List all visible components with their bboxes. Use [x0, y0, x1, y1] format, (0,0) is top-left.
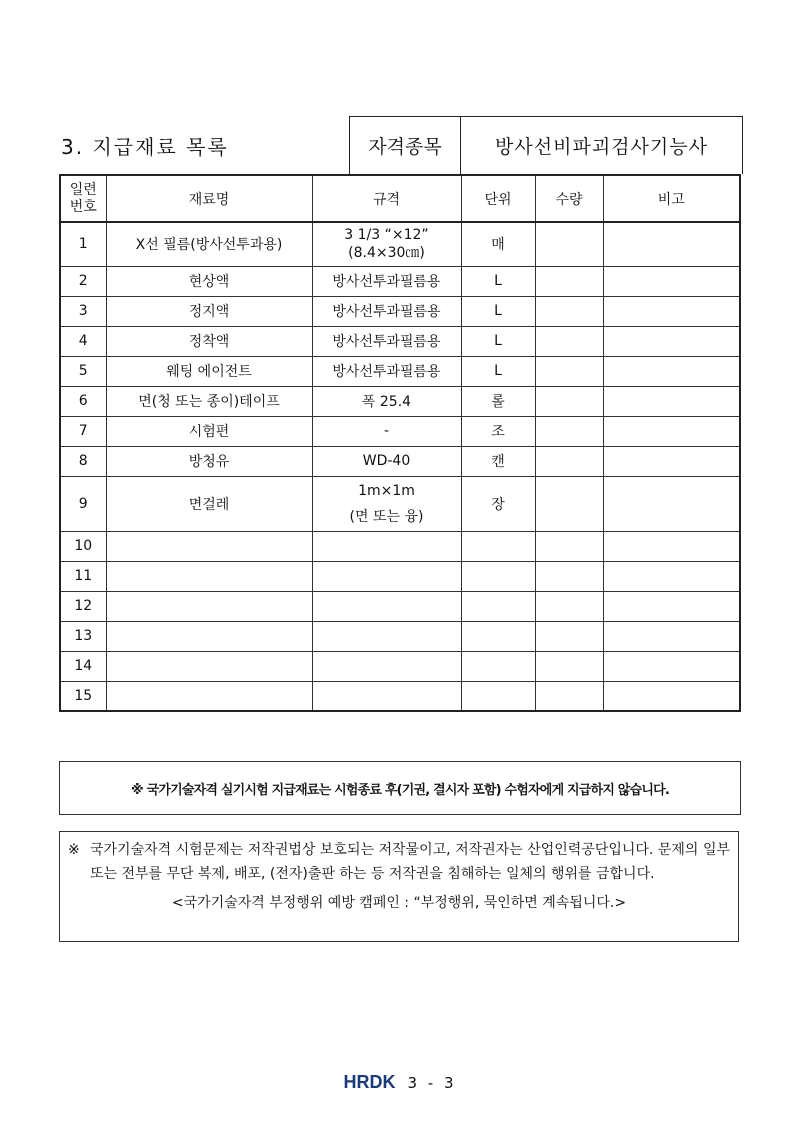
row-number: 2	[60, 266, 106, 296]
col-header-name: 재료명	[106, 175, 312, 222]
row-number: 11	[60, 561, 106, 591]
material-qty	[535, 222, 603, 266]
spec-line-2: (8.4×30㎝)	[348, 245, 425, 262]
qualification-label: 자격종목	[350, 117, 461, 174]
material-unit: 조	[461, 416, 535, 446]
material-name: 면걸레	[106, 476, 312, 531]
table-row	[60, 531, 740, 561]
material-spec: 방사선투과필름용	[312, 326, 461, 356]
material-unit	[461, 561, 535, 591]
table-row	[60, 476, 740, 531]
material-note	[603, 446, 740, 476]
material-unit: 롤	[461, 386, 535, 416]
material-unit	[461, 621, 535, 651]
material-note	[603, 356, 740, 386]
copyright-text: 국가기술자격 시험문제는 저작권법상 보호되는 저작물이고, 저작권자는 산업인력공단입니다. 문제의 일부 또는 전부를 무단 복제, 배포, (전자)출판 하는 등 저작권을 침해하는 일체의 행위를 금합니다.	[90, 842, 730, 882]
spec-line-2: (면 또는 융)	[349, 508, 424, 525]
material-name: X선 필름(방사선투과용)	[106, 222, 312, 266]
material-unit: L	[461, 296, 535, 326]
material-unit: L	[461, 356, 535, 386]
material-name: 정지액	[106, 296, 312, 326]
material-note	[603, 222, 740, 266]
material-spec: 방사선투과필름용	[312, 296, 461, 326]
col-header-unit: 단위	[461, 175, 535, 222]
row-number: 5	[60, 356, 106, 386]
material-qty	[535, 621, 603, 651]
col-header-note: 비고	[603, 175, 740, 222]
materials-table	[59, 174, 741, 712]
material-spec: 방사선투과필름용	[312, 356, 461, 386]
row-number: 8	[60, 446, 106, 476]
table-row	[60, 222, 740, 266]
material-spec	[312, 681, 461, 711]
material-note	[603, 386, 740, 416]
row-number: 6	[60, 386, 106, 416]
table-row	[60, 591, 740, 621]
table-row	[60, 386, 740, 416]
material-unit	[461, 591, 535, 621]
material-spec	[312, 621, 461, 651]
material-name	[106, 531, 312, 561]
reference-mark: ※	[68, 842, 80, 858]
material-spec	[312, 561, 461, 591]
table-row	[60, 326, 740, 356]
material-unit: L	[461, 326, 535, 356]
table-row	[60, 651, 740, 681]
row-number: 7	[60, 416, 106, 446]
material-name: 면(청 또는 종이)테이프	[106, 386, 312, 416]
row-number: 13	[60, 621, 106, 651]
col-header-spec: 규격	[312, 175, 461, 222]
material-unit: 캔	[461, 446, 535, 476]
material-qty	[535, 356, 603, 386]
row-number: 4	[60, 326, 106, 356]
material-spec	[312, 591, 461, 621]
material-note	[603, 416, 740, 446]
table-row	[60, 266, 740, 296]
material-unit: 매	[461, 222, 535, 266]
row-number: 14	[60, 651, 106, 681]
material-unit	[461, 681, 535, 711]
material-unit: L	[461, 266, 535, 296]
row-number: 3	[60, 296, 106, 326]
material-unit	[461, 531, 535, 561]
material-name	[106, 621, 312, 651]
campaign-text: <국가기술자격 부정행위 예방 캠페인 : “부정행위, 묵인하면 계속됩니다.>	[171, 895, 627, 911]
table-row	[60, 356, 740, 386]
row-number: 10	[60, 531, 106, 561]
material-name: 웨팅 에이전트	[106, 356, 312, 386]
qualification-value: 방사선비파괴검사기능사	[495, 136, 708, 158]
table-header-row	[60, 175, 740, 222]
material-note	[603, 561, 740, 591]
notice-materials: ※ 국가기술자격 실기시험 지급재료는 시험종료 후(기권, 결시자 포함) 수험자에게 지급하지 않습니다.	[59, 761, 741, 815]
material-spec: WD-40	[312, 446, 461, 476]
material-note	[603, 296, 740, 326]
material-name	[106, 561, 312, 591]
header-block	[59, 116, 741, 174]
material-name	[106, 651, 312, 681]
material-qty	[535, 266, 603, 296]
material-qty	[535, 476, 603, 531]
material-unit: 장	[461, 476, 535, 531]
material-name: 방청유	[106, 446, 312, 476]
spec-line-1: 3 1/3 “×12”	[344, 227, 429, 244]
section-title: 3. 지급재료 목록	[61, 134, 229, 159]
page-number: 3 - 3	[407, 1073, 457, 1092]
material-spec: -	[312, 416, 461, 446]
row-number: 9	[60, 476, 106, 531]
col-header-no: 일련 번호	[60, 175, 106, 222]
material-note	[603, 621, 740, 651]
material-note	[603, 266, 740, 296]
material-spec	[312, 531, 461, 561]
material-qty	[535, 651, 603, 681]
material-qty	[535, 681, 603, 711]
material-qty	[535, 416, 603, 446]
table-row	[60, 416, 740, 446]
material-note	[603, 326, 740, 356]
material-name: 정착액	[106, 326, 312, 356]
material-qty	[535, 561, 603, 591]
material-unit	[461, 651, 535, 681]
material-qty	[535, 446, 603, 476]
table-row	[60, 446, 740, 476]
material-qty	[535, 591, 603, 621]
material-spec: 방사선투과필름용	[312, 266, 461, 296]
qualification-box	[349, 116, 743, 174]
material-spec	[312, 651, 461, 681]
material-note	[603, 651, 740, 681]
material-spec: 폭 25.4	[312, 386, 461, 416]
material-name	[106, 681, 312, 711]
table-body	[60, 222, 740, 711]
hrdk-logo: HRDK	[343, 1072, 396, 1092]
material-qty	[535, 531, 603, 561]
table-row	[60, 296, 740, 326]
material-spec	[312, 476, 461, 531]
material-qty	[535, 326, 603, 356]
table-row	[60, 621, 740, 651]
material-note	[603, 591, 740, 621]
page-footer	[0, 1072, 800, 1093]
table-row	[60, 681, 740, 711]
material-name: 시험편	[106, 416, 312, 446]
row-number: 15	[60, 681, 106, 711]
row-number: 12	[60, 591, 106, 621]
material-note	[603, 476, 740, 531]
material-qty	[535, 386, 603, 416]
col-header-qty: 수량	[535, 175, 603, 222]
material-spec	[312, 222, 461, 266]
material-name	[106, 591, 312, 621]
material-note	[603, 681, 740, 711]
notice-copyright	[59, 831, 739, 942]
material-note	[603, 531, 740, 561]
material-name: 현상액	[106, 266, 312, 296]
spec-line-1: 1m×1m	[358, 482, 415, 499]
row-number: 1	[60, 222, 106, 266]
table-row	[60, 561, 740, 591]
material-qty	[535, 296, 603, 326]
